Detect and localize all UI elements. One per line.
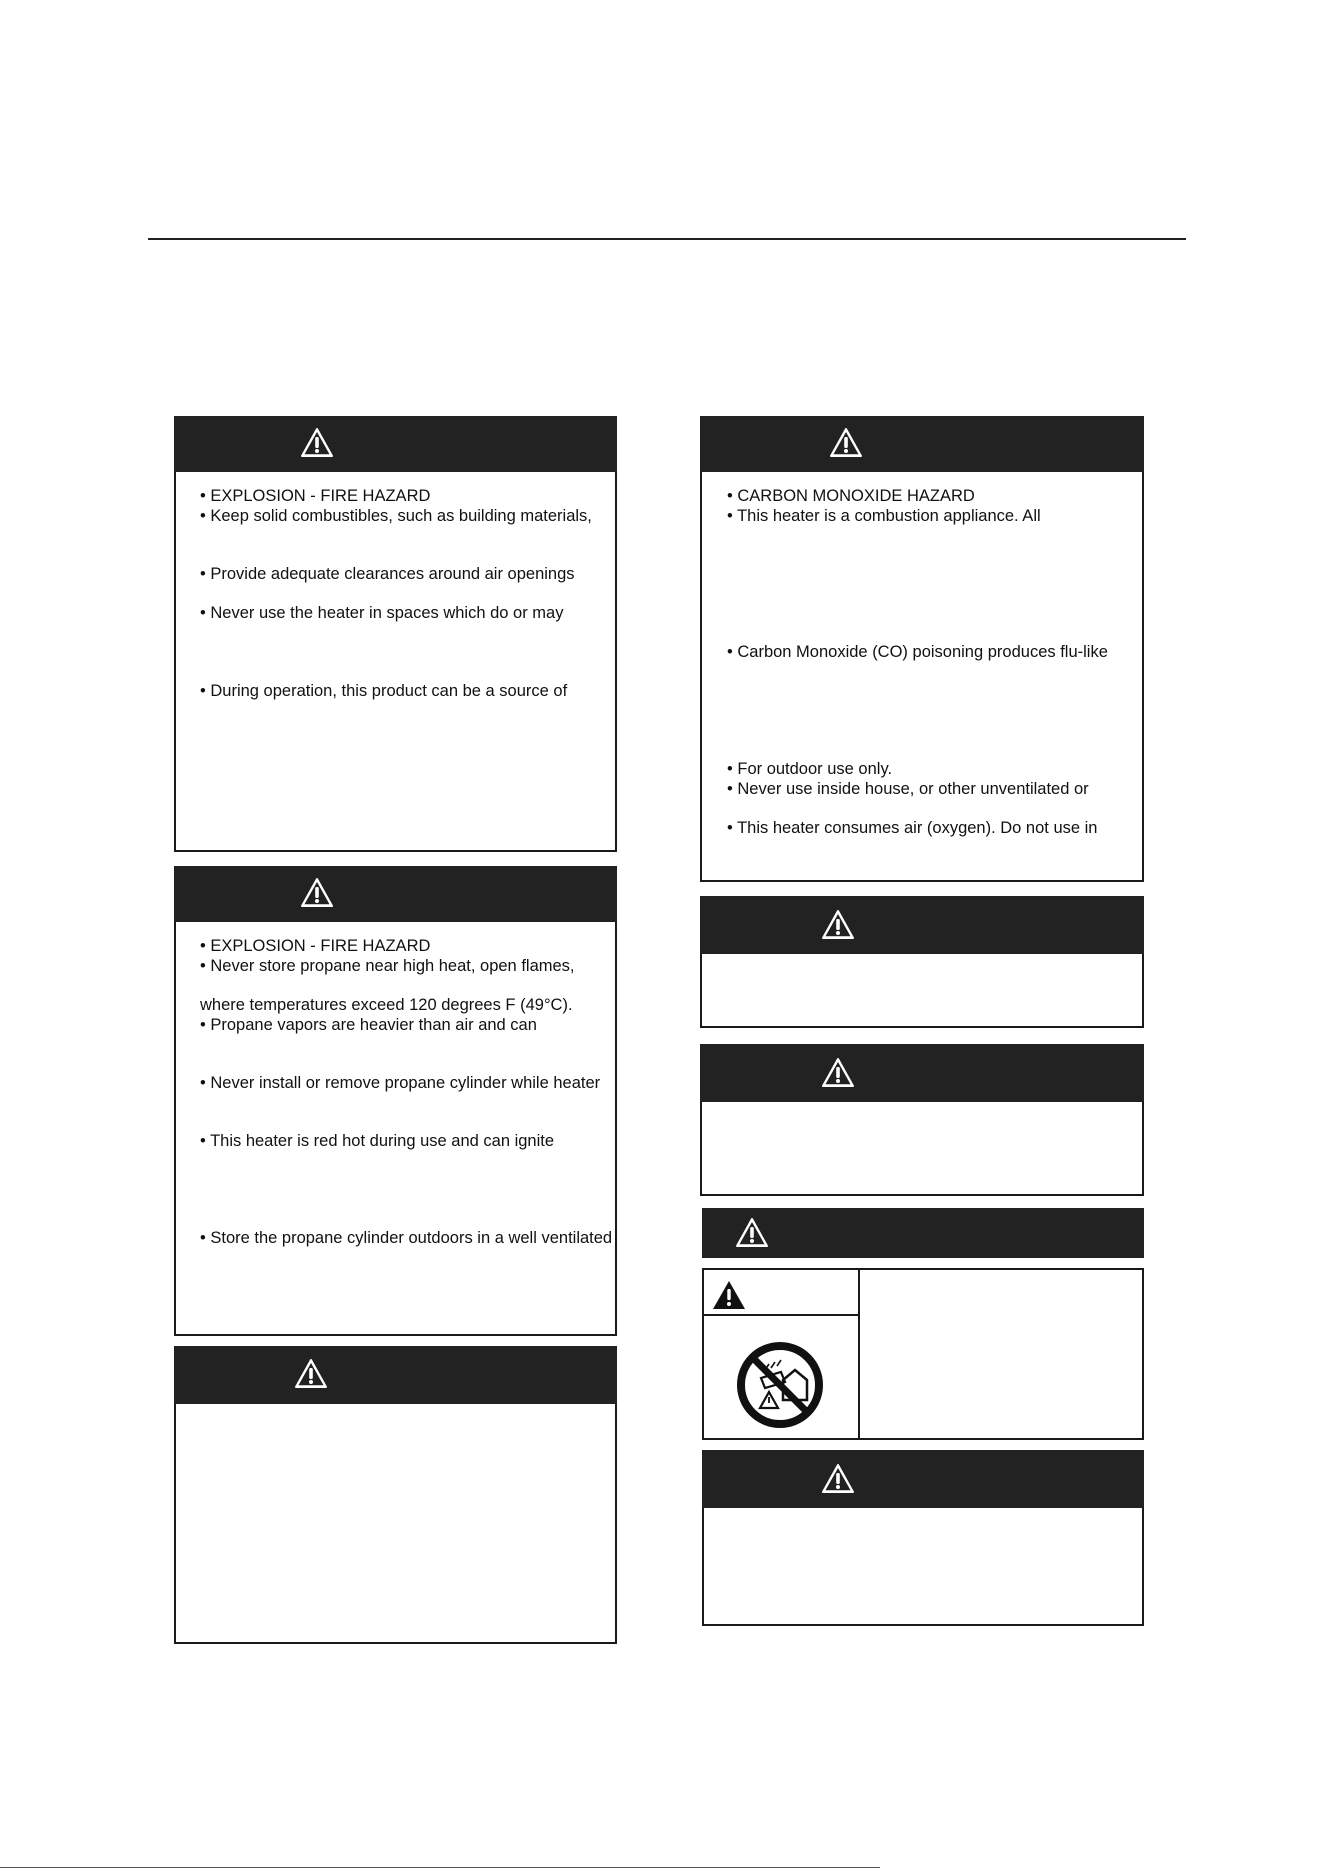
warning-header-band [702, 1208, 1144, 1258]
warning-line: • EXPLOSION - FIRE HAZARD [200, 487, 431, 505]
warning-header [700, 1044, 1144, 1102]
warning-line: where temperatures exceed 120 degrees F (49°C). [200, 996, 573, 1014]
small-warning-row [704, 1270, 858, 1316]
warning-line: • Never use inside house, or other unventilated or [727, 780, 1089, 798]
no-indoor-use-icon [735, 1340, 825, 1430]
warning-box-left-3 [174, 1346, 617, 1644]
no-indoor-use-panel [702, 1268, 1144, 1440]
pictogram-column [704, 1270, 860, 1438]
warning-box-right-3 [700, 1044, 1144, 1196]
warning-line: • This heater is red hot during use and can ignite [200, 1132, 555, 1150]
warning-line: • Keep solid combustibles, such as building materials, [200, 507, 592, 525]
warning-line: • This heater consumes air (oxygen). Do not use in [727, 819, 1098, 837]
top-rule [148, 238, 1186, 240]
warning-triangle-icon [735, 1217, 769, 1248]
warning-line: • EXPLOSION - FIRE HAZARD [200, 937, 431, 955]
warning-header [702, 1450, 1144, 1508]
warning-line: • Provide adequate clearances around air openings [200, 565, 575, 583]
warning-header [700, 896, 1144, 954]
warning-line: • Carbon Monoxide (CO) poisoning produces flu-like [727, 643, 1108, 661]
warning-line: • Store the propane cylinder outdoors in a well ventilated [200, 1229, 613, 1247]
warning-triangle-icon [294, 1358, 328, 1389]
small-warning-triangle-icon [712, 1280, 746, 1310]
warning-line: • Never install or remove propane cylinder while heater [200, 1074, 601, 1092]
warning-box-explosion-fire-1 [174, 416, 617, 852]
warning-line: • For outdoor use only. [727, 760, 893, 778]
warning-box-right-2 [700, 896, 1144, 1028]
warning-triangle-icon [821, 1463, 855, 1494]
warning-line: • CARBON MONOXIDE HAZARD [727, 487, 975, 505]
bottom-rule [0, 1867, 880, 1868]
warning-box-explosion-fire-2 [174, 866, 617, 1336]
warning-line: • Propane vapors are heavier than air and can [200, 1016, 537, 1034]
warning-line: • This heater is a combustion appliance. All [727, 507, 1041, 525]
warning-box-right-5 [702, 1450, 1144, 1626]
warning-box-carbon-monoxide [700, 416, 1144, 882]
warning-line: • During operation, this product can be a source of [200, 682, 568, 700]
warning-triangle-icon [821, 909, 855, 940]
warning-header [174, 1346, 617, 1404]
warning-line: • Never use the heater in spaces which do or may [200, 604, 564, 622]
warning-triangle-icon [821, 1057, 855, 1088]
warning-line: • Never store propane near high heat, open flames, [200, 957, 575, 975]
